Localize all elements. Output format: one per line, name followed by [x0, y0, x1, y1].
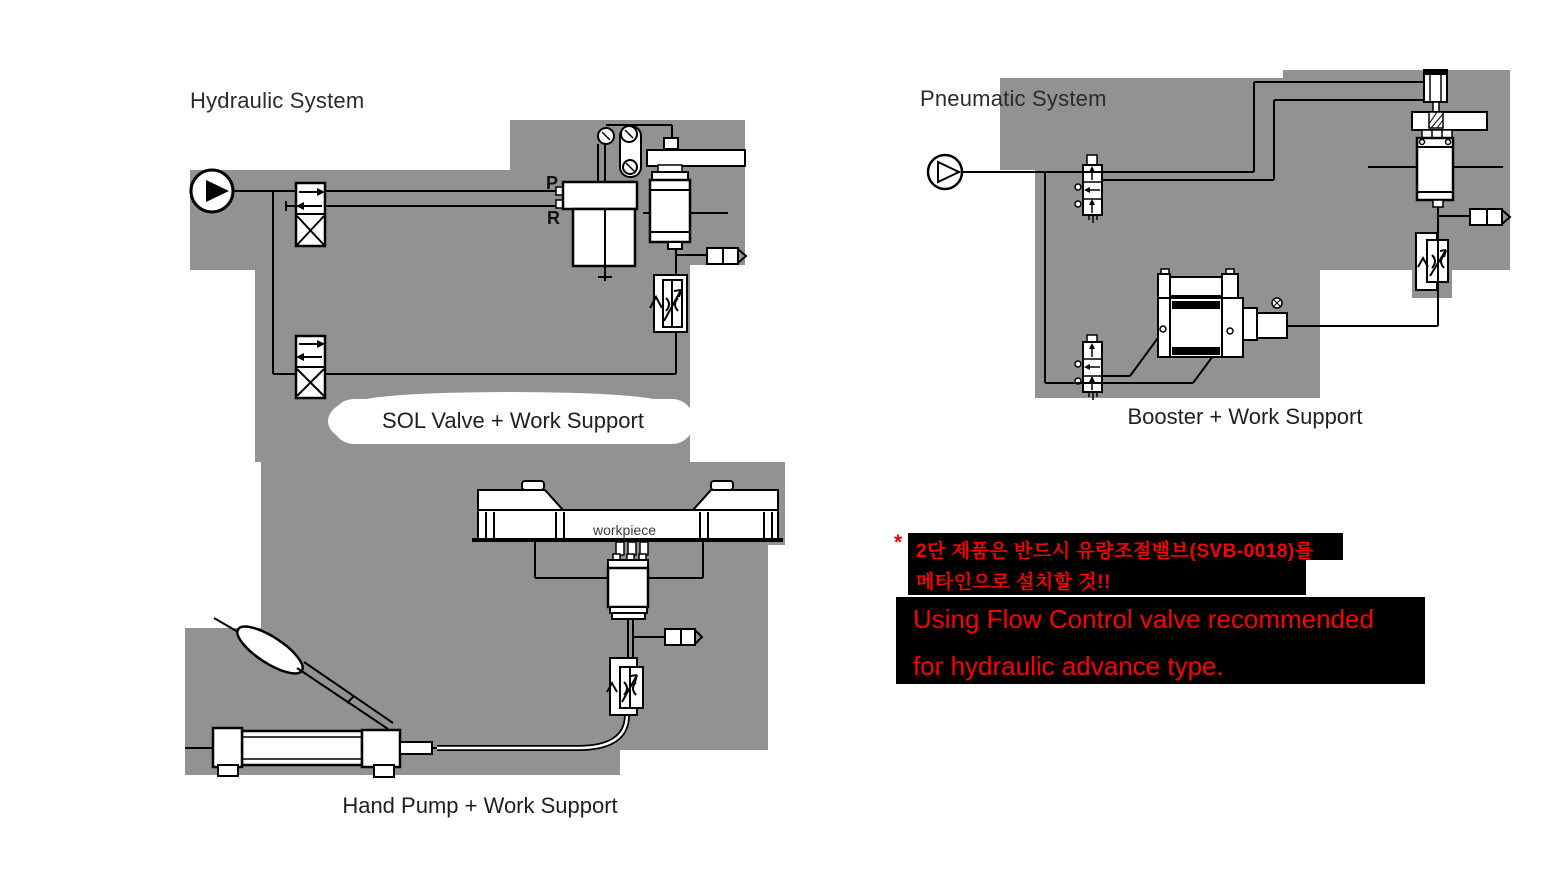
sol-valve-1-icon — [296, 183, 325, 246]
caption-booster: Booster + Work Support — [1127, 404, 1363, 429]
sol-valve-2-icon — [296, 336, 325, 398]
note-english-line-1: Using Flow Control valve recommended — [913, 604, 1374, 634]
note-asterisk: * — [894, 531, 903, 554]
workpiece-label: workpiece — [590, 522, 659, 538]
pneumatic-title: Pneumatic System — [920, 86, 1107, 111]
port-label-p: P — [546, 173, 559, 193]
hydraulic-pump-icon — [191, 170, 233, 212]
gray-backdrop-hydraulic — [185, 120, 785, 775]
caption-hand-pump: Hand Pump + Work Support — [342, 793, 618, 818]
hydraulic-title: Hydraulic System — [190, 88, 365, 113]
port-label-r: R — [547, 208, 560, 228]
work-support-pneumatic — [1417, 130, 1453, 207]
pneumatic-pump-icon — [928, 155, 962, 189]
note-korean-line-2: 메타인으로 설치할 것!! — [916, 572, 1111, 593]
flow-control-valve-hydraulic-icon — [650, 275, 687, 332]
flow-control-valve-handpump-icon — [607, 658, 643, 715]
note-english-line-2: for hydraulic advance type. — [913, 651, 1224, 681]
note-korean-line-1: 2단 제품은 반드시 유량조절밸브(SVB-0018)를 — [916, 541, 1314, 562]
caption-sol-valve: SOL Valve + Work Support — [382, 408, 644, 433]
